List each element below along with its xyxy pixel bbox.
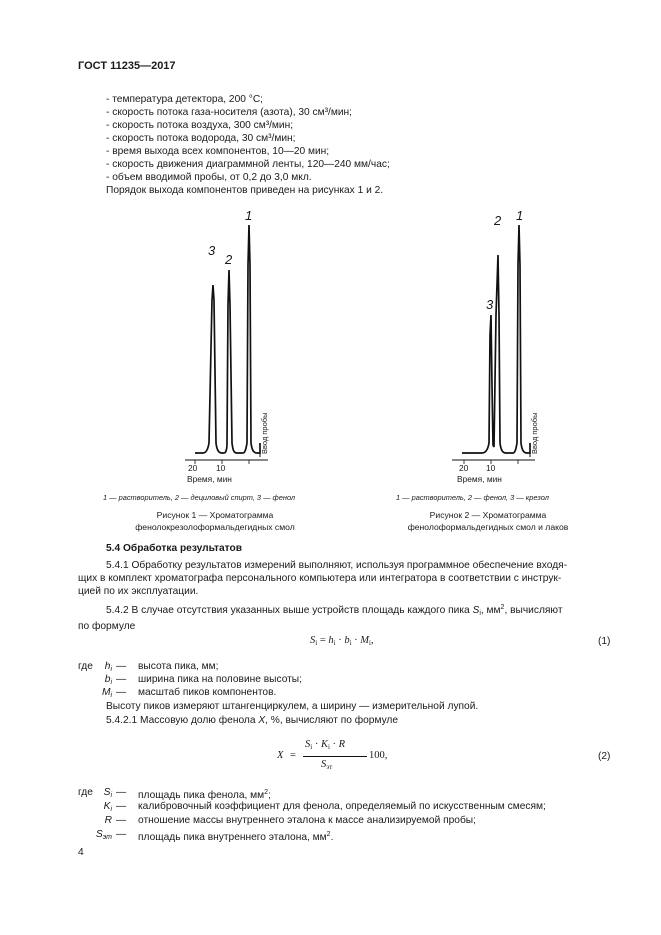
fig1-axis-label: Время, мин (187, 474, 232, 484)
p542-tail: , вычисляют (504, 605, 563, 616)
f1-sub: i (333, 639, 336, 647)
f2-sub: i (310, 743, 313, 751)
f2-dot: · (312, 739, 321, 750)
measure-note: Высоту пиков измеряют штангенциркулем, а ширину — измерительной лупой. (106, 701, 479, 712)
fig1-legend: 1 — растворитель, 2 — дециловый спирт, 3 — фенол (103, 493, 296, 502)
def-sub: эт (102, 834, 112, 841)
f2-mult: 100, (369, 750, 388, 761)
paragraph-5421 (106, 714, 398, 727)
f1-S: S (310, 635, 316, 646)
p5421-tail: , %, вычисляют по формуле (265, 715, 399, 726)
paragraph-542 (78, 601, 618, 633)
paragraph-541-line3: цией по их эксплуатации. (78, 586, 199, 597)
fig2-axis-label: Время, мин (457, 474, 502, 484)
p542-S: S (472, 605, 480, 616)
fig2-peak-label: 2 (494, 213, 502, 228)
f2-sub: i (327, 743, 330, 751)
f1-eq: = (317, 635, 329, 646)
formula-2 (277, 737, 477, 777)
f2-num-K: K (320, 739, 328, 750)
f1-end: , (370, 635, 374, 646)
def-dash: — (116, 674, 127, 685)
condition-item: - скорость потока воздуха, 300 см³/мин; (106, 120, 294, 131)
p542-sup: 2 (500, 604, 505, 611)
fig1-caption-line2: фенолокрезолоформальдегидных смол (135, 522, 295, 532)
def-symbol: S (95, 829, 103, 840)
chromatogram-2-trace (462, 225, 530, 453)
fig2-injection-label: Ввод пробы (530, 412, 539, 454)
def-text: высота пика, мм; (138, 661, 219, 672)
paragraph-541-line1: 5.4.1 Обработку результатов измерений выполняют, используя программное обеспечение входя- (106, 560, 568, 571)
def-symbol: S (103, 787, 111, 798)
chromatogram-2 (450, 205, 560, 475)
def-tail: . (330, 832, 334, 843)
def-text: калибровочный коэффициент для фенола, определяемый по искусственным смесям; (138, 801, 546, 812)
f1-dot: · (351, 635, 361, 646)
f2-numerator (305, 739, 345, 751)
where-label-1: где (78, 661, 93, 672)
fig2-caption (373, 509, 603, 533)
page-number: 4 (78, 847, 84, 858)
fig1-peak-label: 3 (208, 243, 216, 258)
fig2-tick-label: 10 (486, 463, 496, 473)
f2-fraction-bar (303, 756, 367, 757)
fig2-caption-line2: фенолоформальдегидных смол и лаков (407, 522, 569, 532)
fig2-caption-line1: Рисунок 2 — Хроматограмма (429, 510, 547, 520)
def-symbol: K (103, 801, 111, 812)
p542-sub: i (479, 610, 481, 617)
fig1-caption (100, 509, 330, 533)
condition-item: - время выхода всех компонентов, 10—20 мин; (106, 146, 330, 157)
def-dash: — (116, 687, 127, 698)
condition-item: - температура детектора, 200 °С; (106, 94, 264, 105)
f1-h: h (328, 635, 334, 646)
f2-denominator (321, 759, 332, 771)
def-text: ширина пика на половине высоты; (138, 674, 302, 685)
def-text: масштаб пиков компонентов. (138, 687, 277, 698)
where-label-2: где (78, 787, 93, 798)
def-dash: — (116, 815, 127, 826)
condition-item: - объем вводимой пробы, от 0,2 до 3,0 мкл. (106, 172, 312, 183)
f1-sub: i (369, 639, 371, 647)
f1-sub: i (315, 639, 318, 647)
f2-dot: · (329, 739, 339, 750)
f1-M: M (360, 635, 370, 646)
def-sub: i (110, 692, 112, 699)
f2-num-R: R (338, 739, 346, 750)
fig2-peak-label: 1 (516, 208, 524, 223)
def-dash: — (116, 787, 127, 798)
condition-item: - скорость потока газа-носителя (азота), 30 см³/мин; (106, 107, 353, 118)
document-id: ГОСТ 11235—2017 (78, 60, 176, 72)
fig2-peak-label: 3 (486, 297, 494, 312)
def-sub: i (110, 679, 112, 686)
condition-item: - скорость движения диаграммной ленты, 120—240 мм/час; (106, 159, 390, 170)
def-text: площадь пика внутреннего эталона, мм (138, 832, 327, 843)
formula-1-number: (1) (598, 636, 611, 647)
def-sub: i (110, 792, 112, 799)
def-symbol: M (101, 687, 111, 698)
formula-2-number: (2) (598, 751, 611, 762)
p542-text: 5.4.2 В случае отсутствия указанных выше устройств площадь каждого пика (106, 605, 473, 616)
condition-item: - скорость потока водорода, 30 см³/мин; (106, 133, 296, 144)
f2-sub: эт (326, 763, 333, 771)
def-sub: i (110, 806, 112, 813)
f1-dot: · (335, 635, 345, 646)
f2-X: X (277, 750, 284, 761)
p5421-text: 5.4.2.1 Массовую долю фенола (106, 715, 259, 726)
def-sup: 2 (326, 831, 331, 838)
def-symbol: h (104, 661, 111, 672)
conditions-list (106, 93, 390, 197)
paragraph-541 (78, 559, 618, 598)
f2-num-S: S (305, 739, 311, 750)
def-text: отношение массы внутреннего эталона к массе анализируемой пробы; (138, 815, 476, 826)
fig1-peak-label: 2 (225, 252, 233, 267)
order-note: Порядок выхода компонентов приведен на рисунках 1 и 2. (106, 185, 384, 196)
formula-1 (310, 635, 374, 647)
p5421-X: X (258, 715, 266, 726)
def-dash: — (116, 829, 127, 840)
f2-den-S: S (321, 759, 327, 770)
fig2-tick-label: 20 (459, 463, 469, 473)
def-sup: 2 (264, 789, 269, 796)
def-symbol: R (104, 815, 112, 826)
def-tail: ; (268, 790, 271, 801)
fig1-tick-label: 20 (188, 463, 198, 473)
p542-line2: по формуле (78, 621, 136, 632)
def-sub: i (110, 666, 112, 673)
def-dash: — (116, 801, 127, 812)
section-heading: 5.4 Обработка результатов (106, 543, 243, 554)
def-dash: — (116, 661, 127, 672)
f1-b: b (344, 635, 350, 646)
paragraph-541-line2: щих в комплект хроматографа персонального компьютера или интегратора в соответствии с инструк- (78, 573, 562, 584)
fig1-caption-line1: Рисунок 1 — Хроматограмма (156, 510, 274, 520)
fig1-injection-label: Ввод пробы (260, 412, 269, 454)
fig2-legend: 1 — растворитель, 2 — фенол, 3 — крезол (396, 493, 549, 502)
def-text: площадь пика фенола, мм (138, 790, 265, 801)
f2-eq: = (290, 750, 296, 761)
fig1-tick-label: 10 (216, 463, 226, 473)
fig1-peak-label: 1 (245, 208, 253, 223)
def-symbol: b (104, 674, 111, 685)
f1-sub: i (349, 639, 352, 647)
p542-unit: , мм (480, 605, 501, 616)
